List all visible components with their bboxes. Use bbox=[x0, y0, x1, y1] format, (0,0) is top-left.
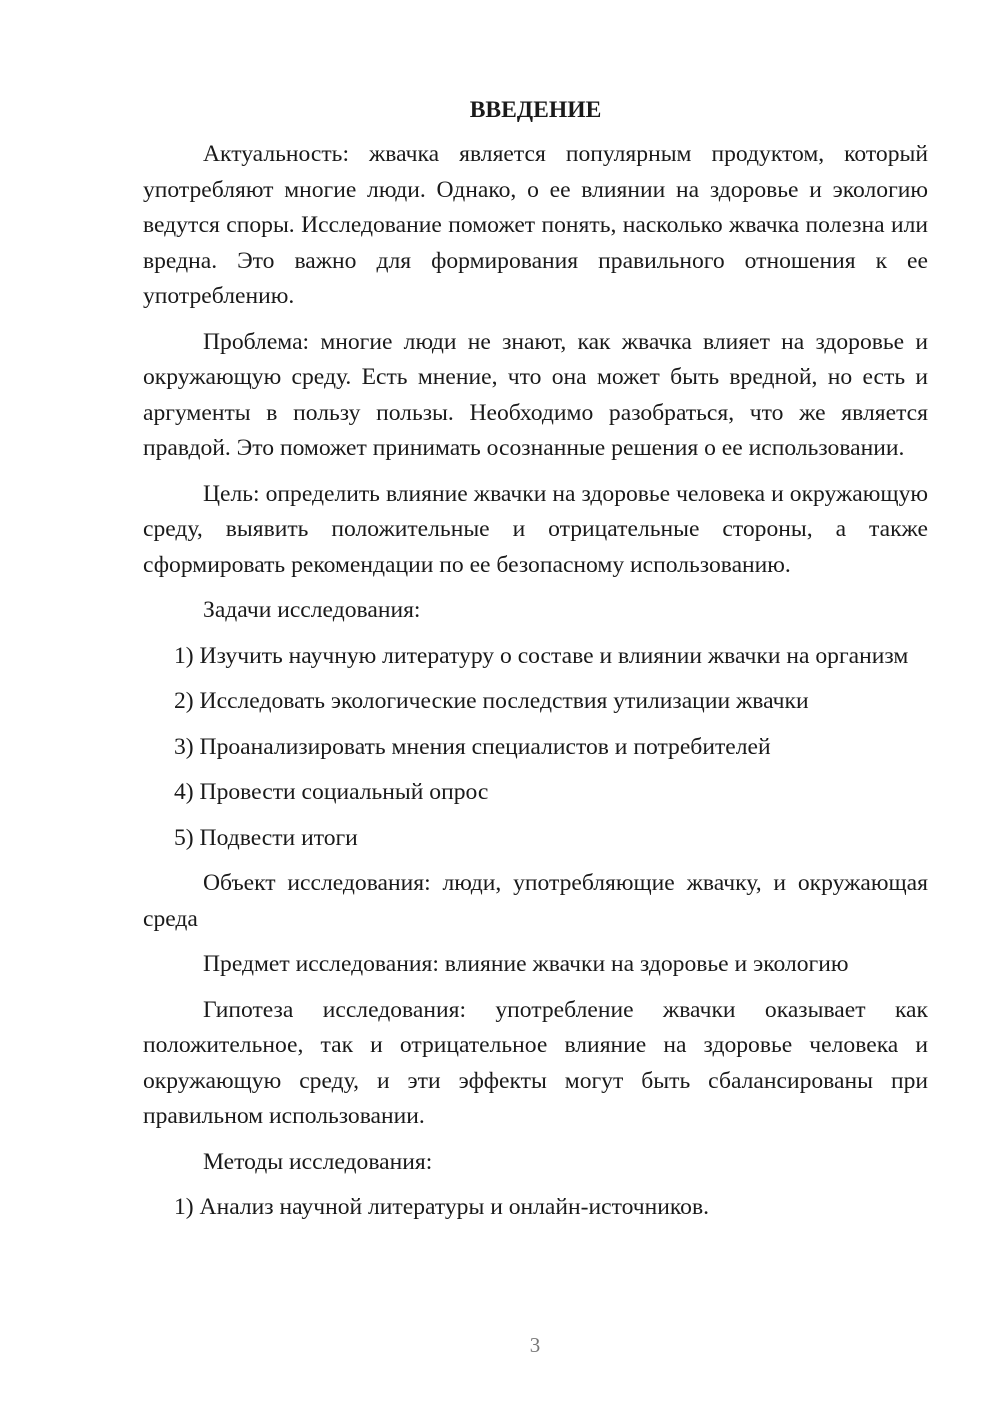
tasks-heading: Задачи исследования: bbox=[203, 597, 421, 623]
list-item: 5) Подвести итоги bbox=[174, 824, 358, 851]
methods-heading: Методы исследования: bbox=[203, 1148, 433, 1175]
list-item: 2) Исследовать экологические последствия утилизации жвачки bbox=[174, 688, 809, 714]
actuality-paragraph: Актуальность: жвачка является популярным продуктом, который употребляют многие люди. Однако, о ее влиянии на здоровье и экологию ведутся споры. Исследование поможет понять, насколько жвачка полезна или вредна. Это важно для формирования правильного отношения к ее употреблению. bbox=[143, 141, 928, 309]
list-item: 4) Провести социальный опрос bbox=[174, 779, 489, 805]
page-number: 3 bbox=[529, 1333, 541, 1357]
document-body bbox=[143, 93, 928, 1236]
list-item: 3) Проанализировать мнения специалистов и потребителей bbox=[174, 733, 771, 760]
hypothesis-paragraph: Гипотеза исследования: употребление жвачки оказывает как положительное, так и отрицательное влияние на здоровье человека и окружающую среду, и эти эффекты могут быть сбалансированы при правильном использовании. bbox=[143, 996, 928, 1129]
goal-paragraph: Цель: определить влияние жвачки на здоровье человека и окружающую среду, выявить положительные и отрицательные стороны, а также сформировать рекомендации по ее безопасному использованию. bbox=[143, 480, 928, 578]
list-item: 1) Изучить научную литературу о составе и влиянии жвачки на организм bbox=[174, 642, 909, 669]
list-item: 1) Анализ научной литературы и онлайн-источников. bbox=[174, 1194, 710, 1220]
subject-paragraph: Предмет исследования: влияние жвачки на здоровье и экологию bbox=[203, 951, 849, 977]
object-paragraph: Объект исследования: люди, употребляющие жвачку, и окружающая среда bbox=[143, 870, 928, 932]
page-title: ВВЕДЕНИЕ bbox=[469, 97, 602, 123]
problem-paragraph: Проблема: многие люди не знают, как жвачка влияет на здоровье и окружающую среду. Есть мнение, что она может быть вредной, но есть и аргументы в пользу пользы. Необходимо разобраться, что же является правдой. Это поможет принимать осознанные решения о ее использовании. bbox=[143, 328, 928, 461]
